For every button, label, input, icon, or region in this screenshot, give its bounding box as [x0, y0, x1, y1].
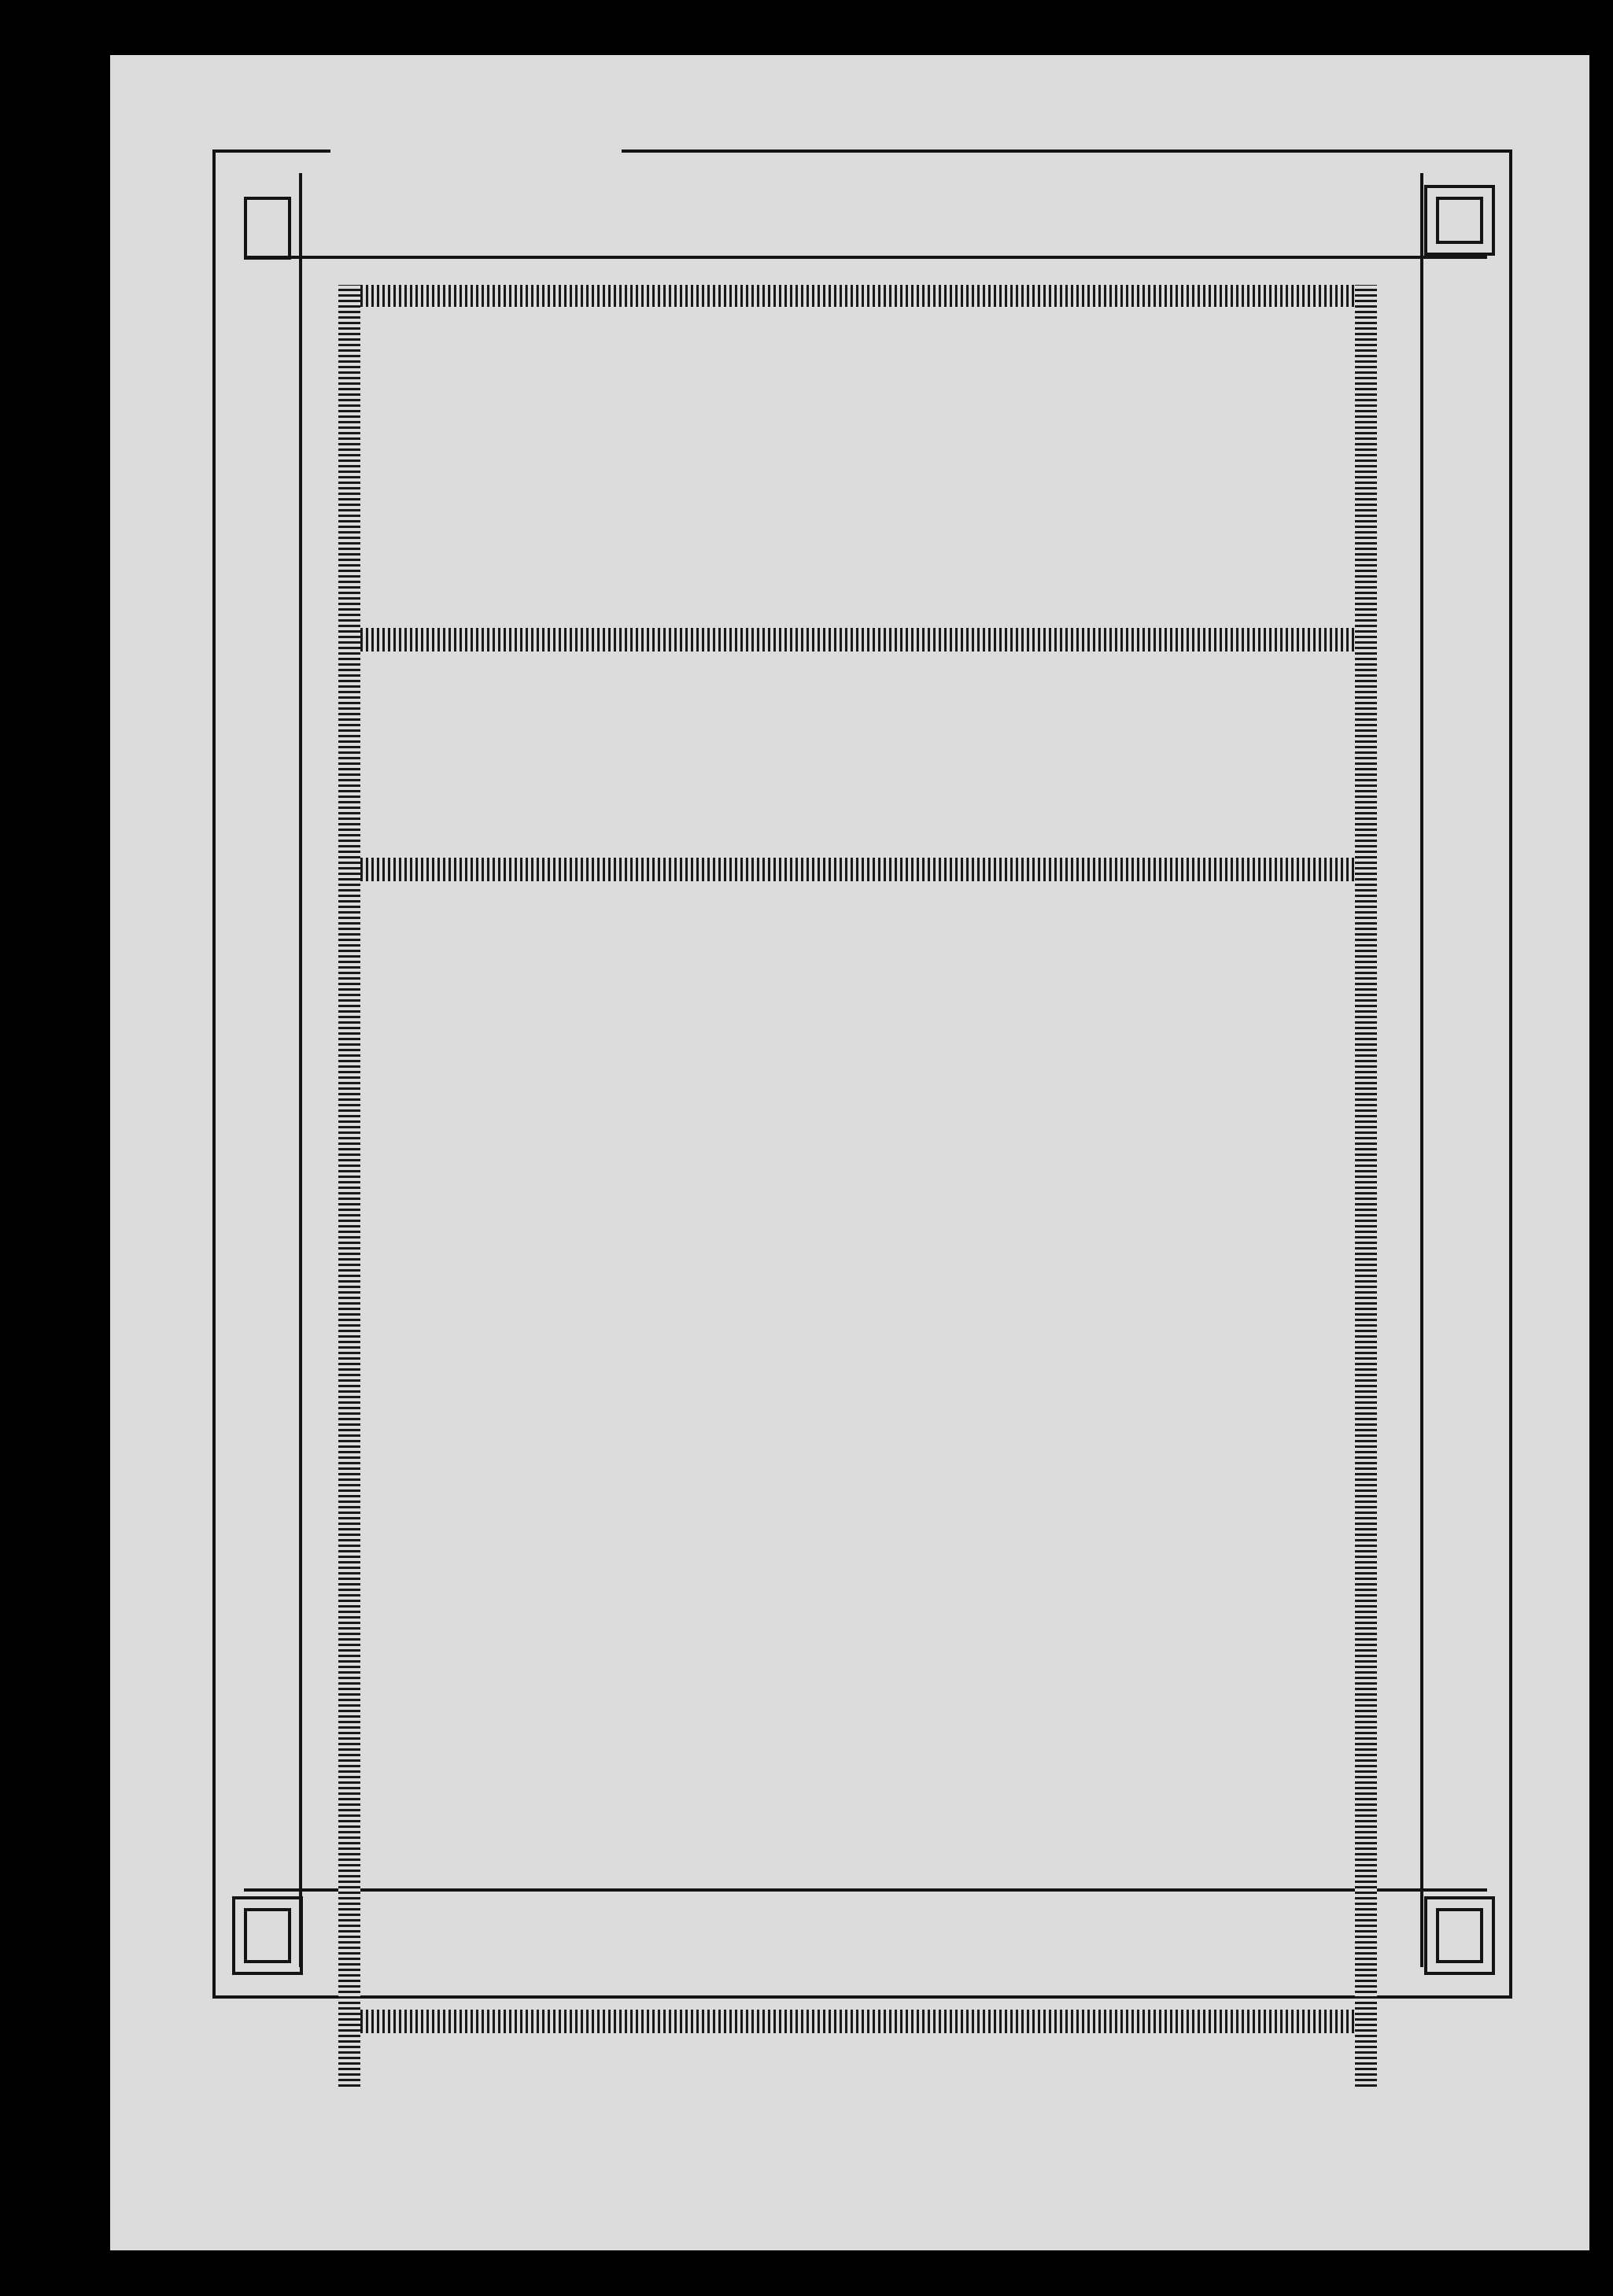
inner-bottom-bar	[244, 1888, 1487, 1892]
outer-frame-left	[212, 149, 216, 1999]
hatched-border-left	[338, 285, 360, 2087]
hatched-separator-1	[360, 628, 1355, 652]
inner-right-rule	[1420, 173, 1423, 1967]
hatched-border-bottom-placeholder	[360, 2010, 1355, 2033]
outer-frame-top-left	[212, 149, 330, 153]
outer-frame-top-right	[622, 149, 1512, 153]
hatched-separator-2	[360, 858, 1355, 881]
outer-frame-right	[1509, 149, 1512, 1999]
corner-inner-square-bottom-right	[1436, 1908, 1483, 1963]
inner-top-bar	[244, 256, 1487, 259]
corner-inner-square-bottom-left	[244, 1908, 291, 1963]
inner-left-rule	[299, 173, 302, 1967]
outer-frame-bottom	[212, 1995, 1512, 1999]
cover-page	[110, 55, 1589, 2250]
hatched-border-top	[338, 285, 1377, 307]
corner-square-top-left	[244, 197, 291, 260]
hatched-border-right	[1355, 285, 1377, 2087]
corner-inner-square-top-right	[1436, 197, 1483, 244]
